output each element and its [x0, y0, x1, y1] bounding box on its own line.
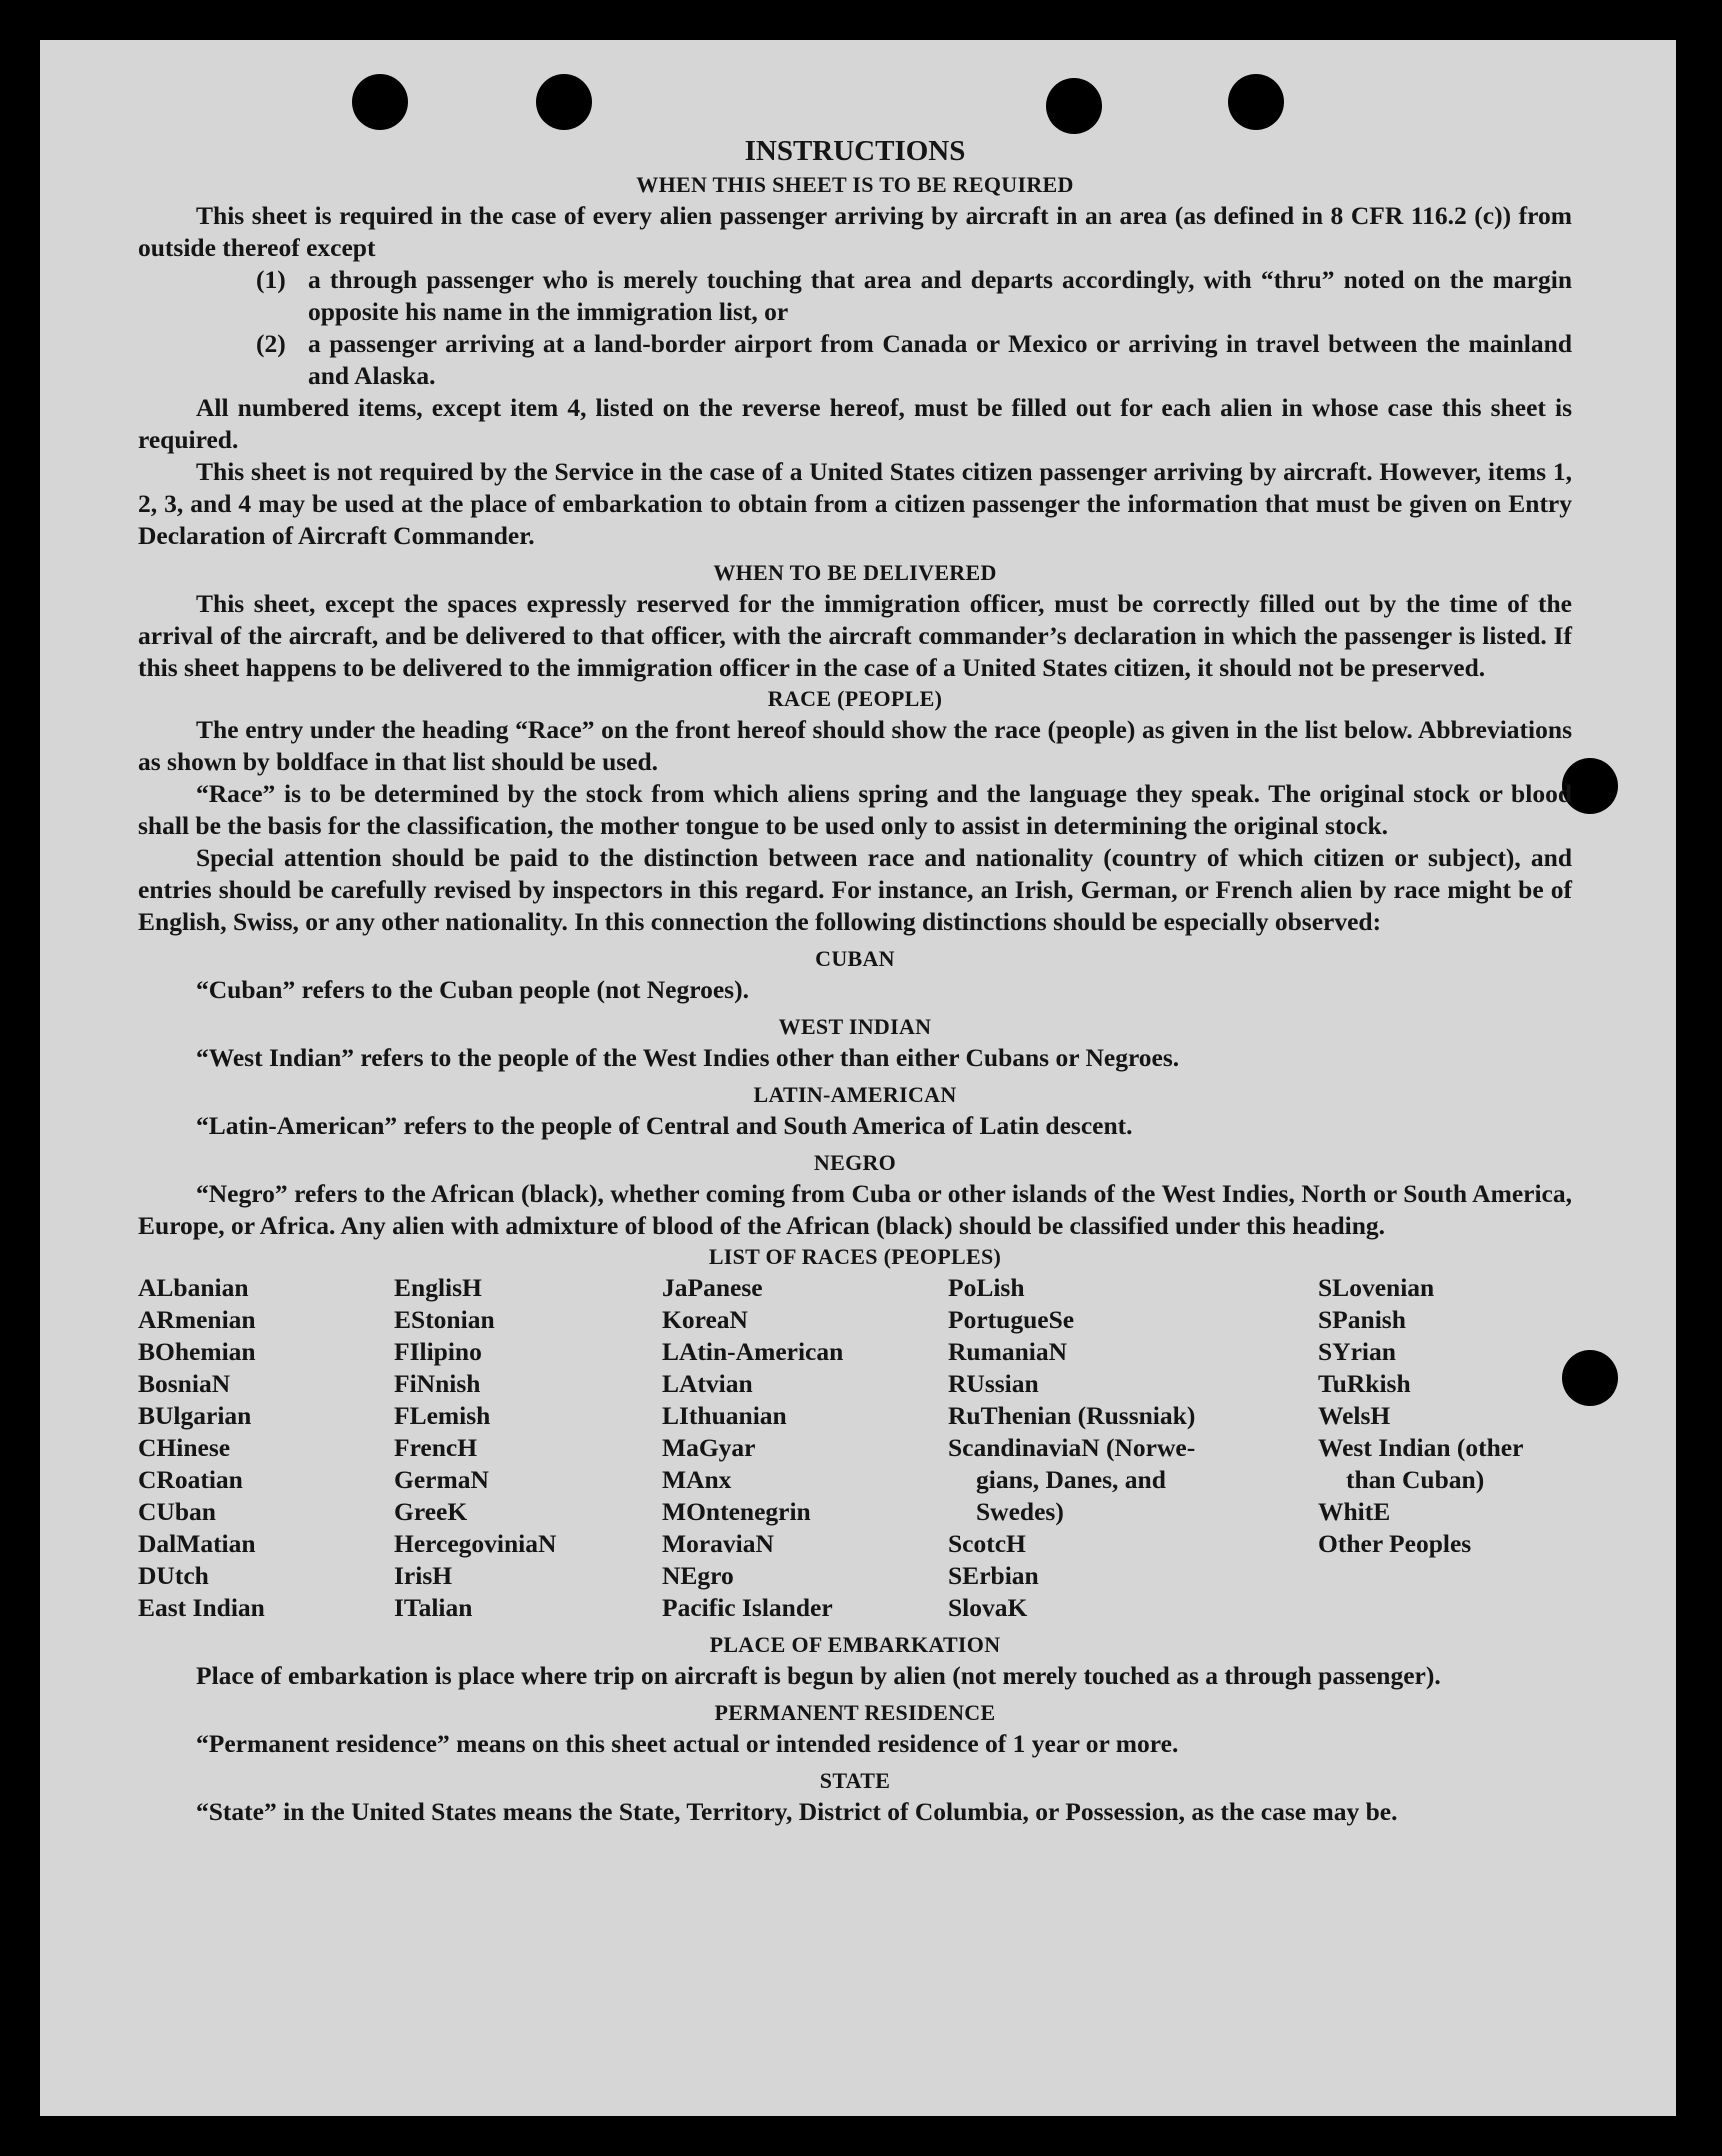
race-entry: GermaN: [394, 1465, 489, 1494]
paragraph: “Cuban” refers to the Cuban people (not Negroes).: [196, 975, 749, 1004]
race-entry: WhitE: [1318, 1497, 1391, 1526]
race-entry: KoreaN: [662, 1305, 748, 1334]
race-entry: ARmenian: [138, 1305, 256, 1334]
race-entry: FrencH: [394, 1433, 478, 1462]
race-entry: than Cuban): [1346, 1465, 1485, 1494]
race-entry: SlovaK: [948, 1593, 1028, 1622]
punch-hole: [536, 74, 592, 130]
race-entry: BOhemian: [138, 1337, 256, 1366]
paragraph: “Permanent residence” means on this sheet actual or intended residence of 1 year or more.: [196, 1729, 1179, 1758]
paragraph: “Latin-American” refers to the people of Central and South America of Latin descent.: [196, 1111, 1133, 1140]
race-entry: ScotcH: [948, 1529, 1026, 1558]
race-entry: gians, Danes, and: [976, 1465, 1166, 1494]
instructions-body: [138, 132, 1572, 1828]
race-entry: FIlipino: [394, 1337, 482, 1366]
race-column: [948, 1272, 1318, 1624]
race-entry: LAtin-American: [662, 1337, 844, 1366]
race-entry: LAtvian: [662, 1369, 753, 1398]
race-entry: LIthuanian: [662, 1401, 787, 1430]
race-entry: EnglisH: [394, 1273, 482, 1302]
race-entry: Swedes): [976, 1497, 1064, 1526]
paragraph: “State” in the United States means the State, Territory, District of Columbia, or Possession, as the case may be.: [196, 1797, 1398, 1826]
race-entry: BosniaN: [138, 1369, 231, 1398]
list-item: [138, 264, 1572, 328]
section-heading: RACE (PEOPLE): [767, 686, 943, 711]
race-entry: Pacific Islander: [662, 1593, 833, 1622]
paragraph: “Race” is to be determined by the stock from which aliens spring and the language they speak. The original stock or blood shall be the basis for the classification, the mother tongue to be used only to assist in determining the original stock.: [138, 779, 1572, 840]
item-number: (1): [256, 265, 286, 294]
race-entry: West Indian (other: [1318, 1433, 1524, 1462]
race-entry: DalMatian: [138, 1529, 256, 1558]
section-heading: WHEN THIS SHEET IS TO BE REQUIRED: [636, 172, 1074, 197]
race-entry: SLovenian: [1318, 1273, 1435, 1302]
race-entry: FiNnish: [394, 1369, 481, 1398]
race-entry: PoLish: [948, 1273, 1025, 1302]
race-list: [138, 1272, 1572, 1624]
section-heading: WHEN TO BE DELIVERED: [713, 560, 997, 585]
race-entry: HercegoviniaN: [394, 1529, 557, 1558]
race-entry: SPanish: [1318, 1305, 1406, 1334]
paragraph: This sheet is not required by the Service in the case of a United States citizen passenger arriving by aircraft. However, items 1, 2, 3, and 4 may be used at the place of embarkation to obtain from a citizen passenger the information that must be given on Entry Declaration of Aircraft Commander.: [138, 457, 1572, 550]
section-heading: LATIN-AMERICAN: [753, 1082, 957, 1107]
race-entry: ScandinaviaN (Norwe-: [948, 1433, 1196, 1462]
paragraph: This sheet is required in the case of every alien passenger arriving by aircraft in an area (as defined in 8 CFR 116.2 (c)) from outside thereof except: [138, 201, 1572, 262]
page-title: INSTRUCTIONS: [744, 135, 966, 167]
race-entry: WelsH: [1318, 1401, 1391, 1430]
section-heading: LIST OF RACES (PEOPLES): [708, 1244, 1002, 1269]
paragraph: Place of embarkation is place where trip on aircraft is begun by alien (not merely touched as a through passenger).: [196, 1661, 1441, 1690]
race-entry: IrisH: [394, 1561, 453, 1590]
paragraph: This sheet, except the spaces expressly reserved for the immigration officer, must be correctly filled out by the time of the arrival of the aircraft, and be delivered to that officer, with the aircraft commander’s declaration in which the passenger is listed. If this sheet happens to be delivered to the immigration officer in the case of a United States citizen, it should not be preserved.: [138, 589, 1572, 682]
race-entry: ITalian: [394, 1593, 473, 1622]
race-entry: East Indian: [138, 1593, 265, 1622]
race-entry: NEgro: [662, 1561, 734, 1590]
race-column: [138, 1272, 394, 1624]
race-entry: FLemish: [394, 1401, 491, 1430]
section-heading: PERMANENT RESIDENCE: [714, 1700, 996, 1725]
race-entry: RUssian: [948, 1369, 1039, 1398]
race-column: [662, 1272, 948, 1624]
section-heading: WEST INDIAN: [778, 1014, 932, 1039]
punch-hole: [352, 74, 408, 130]
document-page: [40, 40, 1676, 2116]
race-entry: DUtch: [138, 1561, 209, 1590]
section-heading: NEGRO: [813, 1150, 897, 1175]
item-number: (2): [256, 329, 286, 358]
paragraph: “West Indian” refers to the people of the West Indies other than either Cubans or Negroes.: [196, 1043, 1180, 1072]
punch-hole: [1228, 74, 1284, 130]
race-entry: RuThenian (Russniak): [948, 1401, 1196, 1430]
paragraph: All numbered items, except item 4, listed on the reverse hereof, must be filled out for each alien in whose case this sheet is required.: [138, 393, 1572, 454]
race-entry: Other Peoples: [1318, 1529, 1472, 1558]
paragraph: The entry under the heading “Race” on the front hereof should show the race (people) as given in the list below. Abbreviations as shown by boldface in that list should be used.: [138, 715, 1572, 776]
race-entry: ALbanian: [138, 1273, 249, 1302]
list-item: [138, 328, 1572, 392]
race-column: [394, 1272, 662, 1624]
item-text: a through passenger who is merely touching that area and departs accordingly, with “thru” noted on the margin opposite his name in the immigration list, or: [308, 265, 1572, 326]
race-entry: CHinese: [138, 1433, 231, 1462]
race-entry: JaPanese: [662, 1273, 763, 1302]
race-entry: MOntenegrin: [662, 1497, 811, 1526]
paragraph: Special attention should be paid to the distinction between race and nationality (country of which citizen or subject), and entries should be carefully revised by inspectors in this regard. For instance, an Irish, German, or French alien by race might be of English, Swiss, or any other nationality. In this connection the following distinctions should be especially observed:: [138, 843, 1572, 936]
item-text: a passenger arriving at a land-border airport from Canada or Mexico or arriving in travel between the mainland and Alaska.: [308, 329, 1572, 390]
race-entry: PortugueSe: [948, 1305, 1075, 1334]
race-entry: BUlgarian: [138, 1401, 252, 1430]
race-column: [1318, 1272, 1572, 1624]
race-entry: SErbian: [948, 1561, 1039, 1590]
punch-hole: [1046, 78, 1102, 134]
paragraph: “Negro” refers to the African (black), whether coming from Cuba or other islands of the West Indies, North or South America, Europe, or Africa. Any alien with admixture of blood of the African (black) should be classified under this heading.: [138, 1179, 1572, 1240]
race-entry: CUban: [138, 1497, 216, 1526]
section-heading: STATE: [819, 1768, 891, 1793]
race-entry: TuRkish: [1318, 1369, 1411, 1398]
race-entry: CRoatian: [138, 1465, 243, 1494]
section-heading: CUBAN: [815, 946, 895, 971]
race-entry: SYrian: [1318, 1337, 1396, 1366]
race-entry: EStonian: [394, 1305, 495, 1334]
race-entry: MaGyar: [662, 1433, 756, 1462]
race-entry: RumaniaN: [948, 1337, 1068, 1366]
race-entry: MoraviaN: [662, 1529, 774, 1558]
section-heading: PLACE OF EMBARKATION: [709, 1632, 1001, 1657]
race-entry: MAnx: [662, 1465, 732, 1494]
race-entry: GreeK: [394, 1497, 468, 1526]
